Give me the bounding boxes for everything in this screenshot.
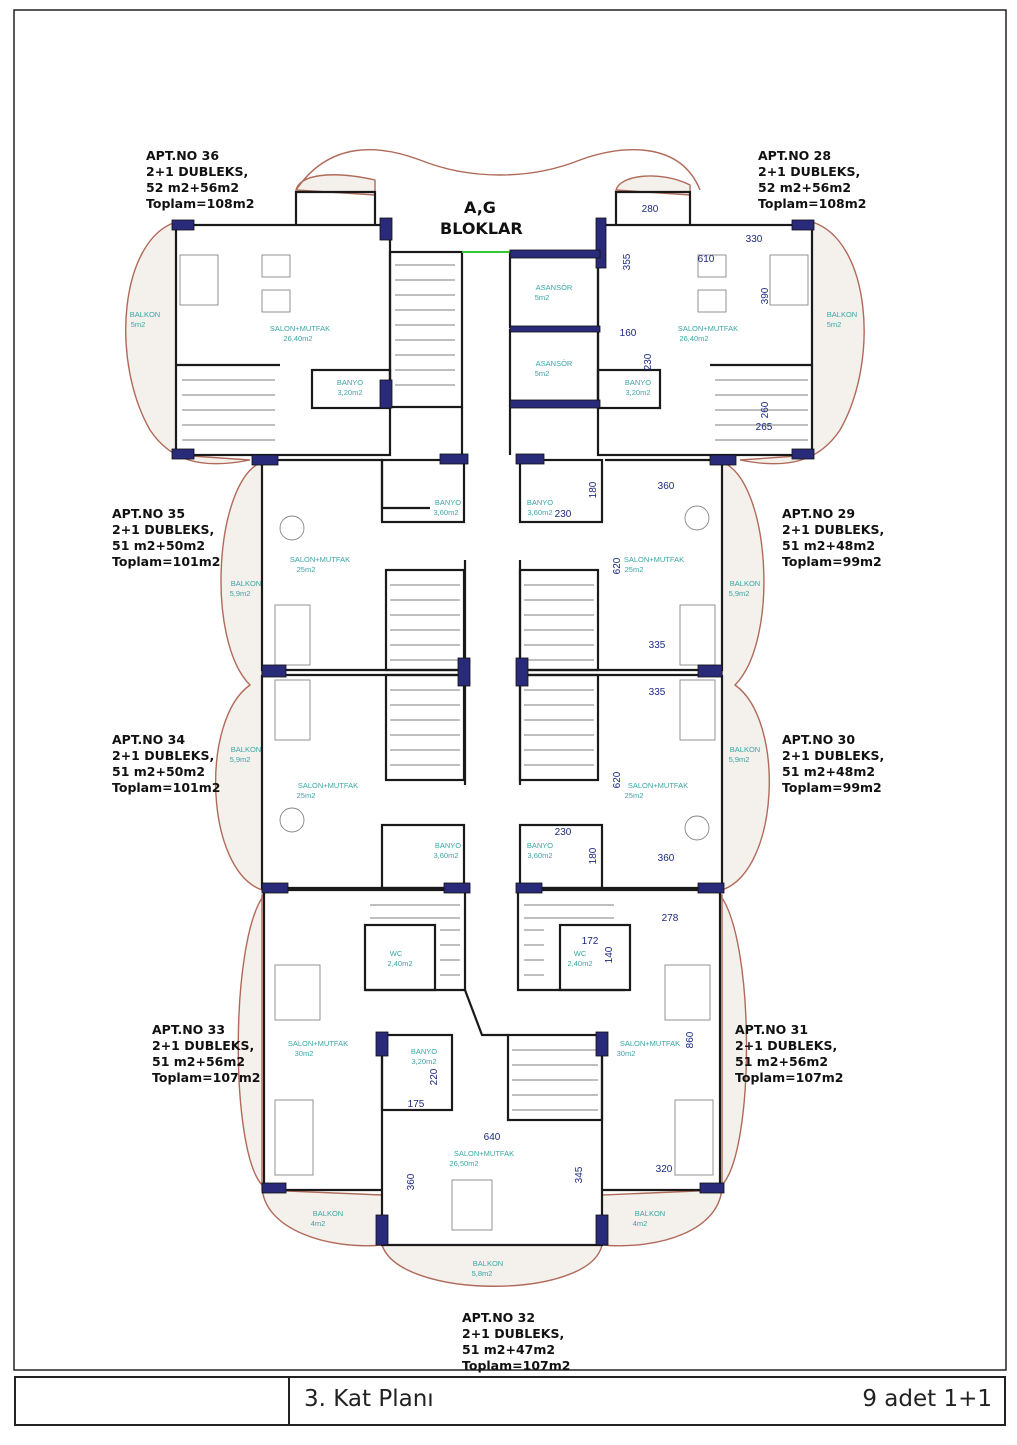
column: [380, 218, 392, 240]
apt-total: Toplam=107m2: [152, 1070, 261, 1085]
apt-type: 2+1 DUBLEKS,: [146, 164, 249, 179]
column: [252, 455, 278, 465]
dim-label: 260: [760, 401, 771, 419]
walls: [176, 192, 812, 1245]
dim-label: 180: [588, 847, 599, 865]
dim-label: 180: [588, 481, 599, 499]
room-salon-apt35: SALON+MUTFAK: [289, 555, 351, 564]
wall-apt34-stair: [386, 675, 464, 780]
dim-label: 140: [604, 946, 615, 964]
apt-no: APT.NO 29: [782, 506, 856, 521]
apt-type: 2+1 DUBLEKS,: [782, 522, 885, 537]
apt-no: APT.NO 36: [146, 148, 220, 163]
room-banyo-area-apt30: 3,60m2: [527, 851, 553, 860]
dining-apt35: [280, 516, 304, 540]
dim-label: 610: [697, 254, 715, 265]
room-balkon-apt35: BALKON: [230, 579, 262, 588]
room-balkon-area-apt33: 4m2: [310, 1219, 326, 1228]
room-salon-apt32: SALON+MUTFAK: [453, 1149, 515, 1158]
stair-treads: [182, 265, 808, 1110]
column: [510, 400, 600, 408]
apt-type: 2+1 DUBLEKS,: [782, 748, 885, 763]
plan-count: 9 adet 1+1: [862, 1386, 992, 1412]
column: [596, 1032, 608, 1056]
dim-label: 320: [655, 1164, 673, 1175]
room-balkon-apt31: BALKON: [634, 1209, 666, 1218]
room-banyo-area-apt29: 3,60m2: [527, 508, 553, 517]
apt-areas: 51 m2+50m2: [112, 764, 206, 779]
title-block: [14, 1376, 1006, 1426]
column: [792, 449, 814, 459]
room-asansor-2-area: 5m2: [534, 369, 550, 378]
room-salon-apt34: SALON+MUTFAK: [297, 781, 359, 790]
table-apt31: [665, 965, 710, 1020]
apt-total: Toplam=99m2: [782, 780, 882, 795]
room-balkon-apt29: BALKON: [729, 579, 761, 588]
dim-label: 230: [643, 353, 654, 371]
apt-type: 2+1 DUBLEKS,: [735, 1038, 838, 1053]
room-salon-apt33: SALON+MUTFAK: [287, 1039, 349, 1048]
block-title-line1: A,G: [464, 198, 496, 217]
room-salon-apt30: SALON+MUTFAK: [627, 781, 689, 790]
column: [710, 455, 736, 465]
apt-label-35: [112, 506, 220, 570]
apt-areas: 51 m2+48m2: [782, 764, 876, 779]
chair-apt36-b: [262, 290, 290, 312]
table-apt33: [275, 965, 320, 1020]
column: [510, 326, 600, 332]
apt-label-28: [758, 148, 866, 212]
room-balkon-area-apt29: 5,9m2: [728, 589, 750, 598]
sofa-apt34: [275, 680, 310, 740]
dim-label: 230: [554, 827, 572, 838]
room-area-apt35: 25m2: [296, 565, 316, 574]
dim-label: 265: [755, 422, 773, 433]
apt-type: 2+1 DUBLEKS,: [112, 522, 215, 537]
column: [792, 220, 814, 230]
apt-areas: 51 m2+56m2: [735, 1054, 829, 1069]
room-wc-area-apt31: 2,40m2: [567, 959, 593, 968]
room-asansor-1-area: 5m2: [534, 293, 550, 302]
room-balkon-apt34: BALKON: [230, 745, 262, 754]
dining-apt29: [685, 506, 709, 530]
room-area-apt29: 25m2: [624, 565, 644, 574]
stair-apt30: [524, 690, 594, 765]
balconies: [126, 175, 867, 1286]
room-balkon-apt30: BALKON: [729, 745, 761, 754]
room-area-apt31: 30m2: [616, 1049, 636, 1058]
wall-corridor-top: [462, 405, 510, 455]
stair-core: [395, 265, 455, 385]
column: [596, 218, 606, 268]
dim-label: 175: [407, 1099, 425, 1110]
dim-label: 230: [554, 509, 572, 520]
apt-total: Toplam=107m2: [735, 1070, 844, 1085]
column: [262, 883, 288, 893]
room-salon-apt36: SALON+MUTFAK: [269, 324, 331, 333]
sofa-apt36: [180, 255, 218, 305]
apt-no: APT.NO 31: [735, 1022, 809, 1037]
room-banyo-area-apt28: 3,20m2: [625, 388, 651, 397]
room-wc-apt31: WC: [573, 949, 587, 958]
room-area-apt28: 26,40m2: [679, 334, 709, 343]
column: [516, 454, 544, 464]
apt-total: Toplam=99m2: [782, 554, 882, 569]
room-banyo-apt36: BANYO: [336, 378, 364, 387]
room-balkon-area-apt30: 5,9m2: [728, 755, 750, 764]
stair-apt32: [512, 1050, 598, 1110]
apt-type: 2+1 DUBLEKS,: [112, 748, 215, 763]
apt-label-32: [462, 1310, 570, 1374]
dim-label: 640: [483, 1132, 501, 1143]
apt-type: 2+1 DUBLEKS,: [152, 1038, 255, 1053]
room-banyo-apt29: BANYO: [526, 498, 554, 507]
chair-apt36-a: [262, 255, 290, 277]
table-apt32: [452, 1180, 492, 1230]
apt-no: APT.NO 33: [152, 1022, 226, 1037]
room-banyo-area-apt36: 3,20m2: [337, 388, 363, 397]
column: [262, 1183, 286, 1193]
column: [440, 454, 468, 464]
apt-label-36: [146, 148, 254, 212]
stair-apt36: [182, 380, 275, 440]
dim-label: 335: [648, 687, 666, 698]
room-banyo-apt28: BANYO: [624, 378, 652, 387]
dim-label: 620: [612, 771, 623, 789]
title-block-empty-cell: [16, 1378, 290, 1424]
room-asansor-1: ASANSÖR: [535, 283, 573, 292]
dim-label: 390: [760, 287, 771, 305]
apt-type: 2+1 DUBLEKS,: [462, 1326, 565, 1341]
dim-label: 620: [612, 557, 623, 575]
room-balkon-area-apt36: 5m2: [130, 320, 146, 329]
wall-apt30-stair: [520, 675, 598, 780]
apt-no: APT.NO 30: [782, 732, 856, 747]
column: [458, 658, 470, 686]
room-area-apt32: 26,50m2: [449, 1159, 479, 1168]
room-balkon-area-apt35: 5,9m2: [229, 589, 251, 598]
column: [516, 883, 542, 893]
dim-label: 360: [657, 853, 675, 864]
apt-label-33: [152, 1022, 260, 1086]
apt-no: APT.NO 34: [112, 732, 186, 747]
dim-label: 355: [622, 253, 633, 271]
block-title: [440, 197, 523, 239]
dim-label: 330: [745, 234, 763, 245]
column: [376, 1215, 388, 1245]
room-wc-area-apt33: 2,40m2: [387, 959, 413, 968]
block-title-line2: BLOKLAR: [440, 219, 523, 238]
room-area-apt30: 25m2: [624, 791, 644, 800]
dining-apt34: [280, 808, 304, 832]
dim-label: 860: [685, 1031, 696, 1049]
column: [444, 883, 470, 893]
dim-label: 172: [581, 936, 599, 947]
furniture: [180, 255, 808, 1230]
room-banyo-apt30: BANYO: [526, 841, 554, 850]
column: [510, 250, 600, 258]
room-wc-apt33: WC: [389, 949, 403, 958]
chair-apt28-b: [698, 290, 726, 312]
room-salon-apt31: SALON+MUTFAK: [619, 1039, 681, 1048]
apt-total: Toplam=108m2: [758, 196, 867, 211]
balcony-apt29-30: [722, 462, 769, 890]
wall-apt32-stair: [508, 1035, 602, 1120]
stair-apt35: [390, 585, 460, 660]
dim-label: 220: [429, 1068, 440, 1086]
room-area-apt34: 25m2: [296, 791, 316, 800]
room-banyo-area-apt32: 3,20m2: [411, 1057, 437, 1066]
apt-total: Toplam=101m2: [112, 780, 221, 795]
column: [262, 665, 286, 677]
dining-apt30: [685, 816, 709, 840]
stair-apt34: [390, 690, 460, 765]
room-banyo-area-apt34: 3,60m2: [433, 851, 459, 860]
room-balkon-area-apt34: 5,9m2: [229, 755, 251, 764]
stair-apt29: [524, 585, 594, 660]
dim-label: 335: [648, 640, 666, 651]
column: [698, 883, 724, 893]
wall-apt31-wc: [560, 925, 630, 990]
sofa-apt35: [275, 605, 310, 665]
room-salon-apt29: SALON+MUTFAK: [623, 555, 685, 564]
wall-apt36-top: [296, 192, 375, 225]
sofa-apt29: [680, 605, 715, 665]
apt-areas: 51 m2+56m2: [152, 1054, 246, 1069]
column: [172, 449, 194, 459]
room-salon-apt28: SALON+MUTFAK: [677, 324, 739, 333]
room-balkon-area-apt32: 5,8m2: [471, 1269, 493, 1278]
sofa-apt30: [680, 680, 715, 740]
dim-label: 280: [641, 204, 659, 215]
columns: [172, 218, 814, 1245]
apt-label-31: [735, 1022, 843, 1086]
plan-title: 3. Kat Planı: [304, 1386, 434, 1412]
column: [596, 1215, 608, 1245]
wall-apt35: [262, 460, 465, 670]
apt-areas: 51 m2+48m2: [782, 538, 876, 553]
room-area-apt36: 26,40m2: [283, 334, 313, 343]
apt-label-29: [782, 506, 884, 570]
apt-label-30: [782, 732, 884, 796]
column: [698, 665, 722, 677]
column: [700, 1183, 724, 1193]
apt-areas: 51 m2+47m2: [462, 1342, 556, 1357]
dim-label: 160: [619, 328, 637, 339]
stair-apt33: [370, 905, 460, 975]
apt-no: APT.NO 28: [758, 148, 832, 163]
room-balkon-apt28: BALKON: [826, 310, 858, 319]
balcony-apt35-34: [216, 462, 262, 890]
sofa-apt28: [770, 255, 808, 305]
room-balkon-area-apt28: 5m2: [826, 320, 842, 329]
apt-total: Toplam=101m2: [112, 554, 221, 569]
apt-total: Toplam=107m2: [462, 1358, 571, 1373]
apt-areas: 51 m2+50m2: [112, 538, 206, 553]
apt-no: APT.NO 32: [462, 1310, 536, 1325]
apt-no: APT.NO 35: [112, 506, 186, 521]
room-balkon-apt33: BALKON: [312, 1209, 344, 1218]
dim-label: 360: [406, 1173, 417, 1191]
room-balkon-apt32: BALKON: [472, 1259, 504, 1268]
room-banyo-apt34: BANYO: [434, 841, 462, 850]
apt-type: 2+1 DUBLEKS,: [758, 164, 861, 179]
room-area-apt33: 30m2: [294, 1049, 314, 1058]
sofa-apt31: [675, 1100, 713, 1175]
apt-areas: 52 m2+56m2: [758, 180, 852, 195]
balcony-apt36-left: [126, 222, 250, 464]
room-balkon-apt36: BALKON: [129, 310, 161, 319]
room-banyo-apt32: BANYO: [410, 1047, 438, 1056]
room-banyo-area-apt35: 3,60m2: [433, 508, 459, 517]
room-balkon-area-apt31: 4m2: [632, 1219, 648, 1228]
wall-core-stair: [390, 252, 462, 407]
dim-label: 345: [574, 1166, 585, 1184]
column: [380, 380, 392, 408]
sofa-apt33: [275, 1100, 313, 1175]
apt-areas: 52 m2+56m2: [146, 180, 240, 195]
column: [376, 1032, 388, 1056]
column: [172, 220, 194, 230]
dim-label: 360: [657, 481, 675, 492]
apt-total: Toplam=108m2: [146, 196, 255, 211]
room-asansor-2: ASANSÖR: [535, 359, 573, 368]
wall-center-spine: [465, 990, 508, 1035]
dim-label: 278: [661, 913, 679, 924]
column: [516, 658, 528, 686]
apt-label-34: [112, 732, 220, 796]
room-banyo-apt35: BANYO: [434, 498, 462, 507]
